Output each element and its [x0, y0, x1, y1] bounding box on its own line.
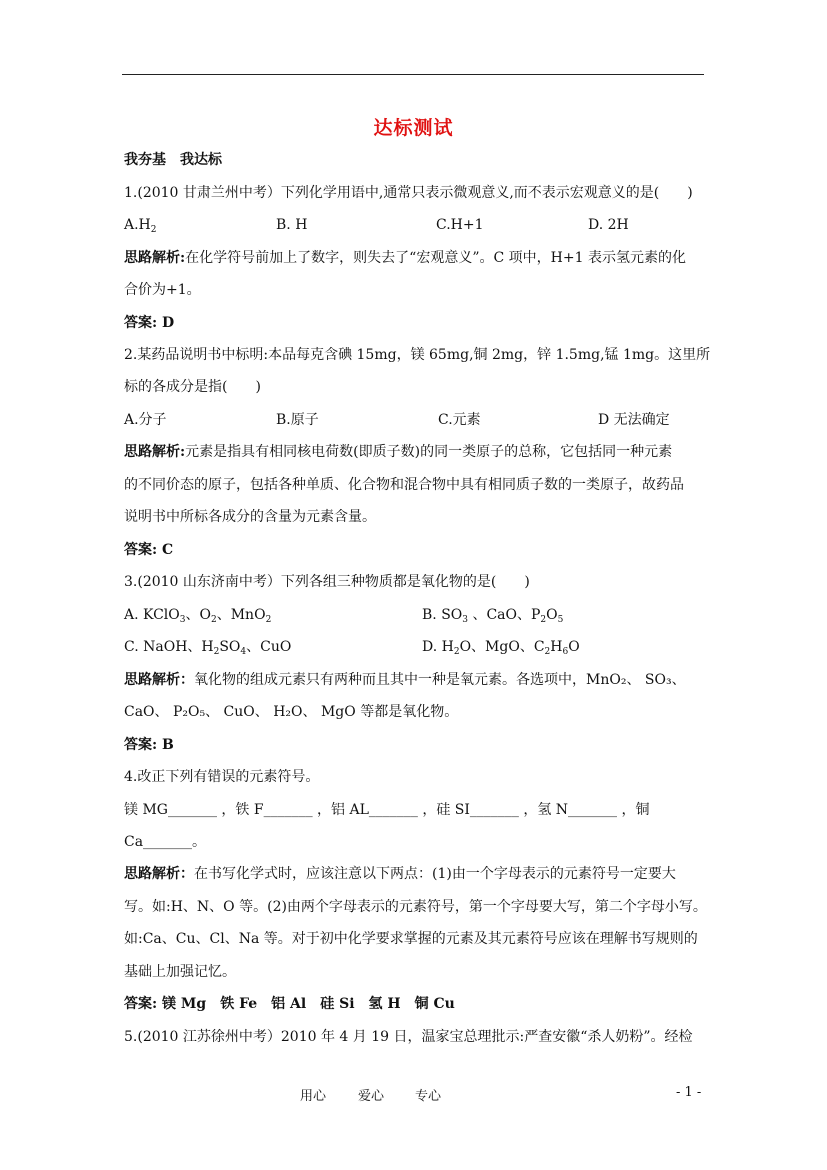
q2-option-d: D 无法确定 [598, 412, 670, 428]
footer-motto-3: 专心 [415, 1089, 442, 1104]
q4-blanks: 镁 MG_______ ，铁 F_______ ，铝 AL_______ ，硅 SI_______ ，氢 N_______ ，铜 [124, 802, 650, 818]
q2-option-b: B.原子 [276, 412, 319, 428]
section-heading: 我夯基 我达标 [124, 152, 222, 168]
q2-analysis-cont: 的不同价态的原子，包括各种单质、化合物和混合物中具有相同质子数的一类原子，故药品 [124, 477, 684, 493]
q2-analysis: 思路解析:元素是指具有相同核电荷数(即质子数)的同一类原子的总称，它包括同一种元素 [124, 444, 673, 460]
q1-analysis-cont: 合价为+1。 [124, 282, 201, 298]
q3-answer: 答案: B [124, 737, 174, 753]
q3-option-d: D. $H_2O$、MgO、$C_2H_6O$ [422, 639, 580, 657]
q4-analysis: 思路解析：在书写化学式时，应该注意以下两点：(1)由一个字母表示的元素符号一定要大 [124, 866, 676, 882]
q3-option-c: C. NaOH、$H_2SO_4$、CuO [124, 639, 292, 657]
page-number: - 1 - [676, 1085, 702, 1100]
q1-option-d: D. 2H [588, 217, 629, 233]
q5-stem: 5.(2010 江苏徐州中考）2010 年 4 月 19 日，温家宝总理批示:严查安徽“杀人奶粉”。经检 [124, 1029, 693, 1045]
q3-option-b: B. $SO_3$ 、CaO、$P_2O_5$ [422, 607, 564, 625]
q4-analysis-cont: 如:Ca、Cu、Cl、Na 等。对于初中化学要求掌握的元素及其元素符号应该在理解书写规则的 [124, 931, 698, 947]
q4-blanks-cont: Ca_______。 [124, 834, 207, 850]
q3-option-a: A. KClO$_3$、$O_2$、MnO$_2$ [124, 607, 272, 625]
q4-stem: 4.改正下列有错误的元素符号。 [124, 769, 320, 785]
q1-analysis: 思路解析:在化学符号前加上了数字，则失去了“宏观意义”。C 项中，H+1 表示氢元素的化 [124, 250, 686, 266]
q1-answer: 答案: D [124, 315, 175, 331]
q2-option-c: C.元素 [438, 412, 481, 428]
q3-stem: 3.(2010 山东济南中考）下列各组三种物质都是氧化物的是( ) [124, 574, 530, 590]
q3-analysis-cont: CaO、 P₂O₅、 CuO、 H₂O、 MgO 等都是氧化物。 [124, 704, 459, 720]
q2-analysis-cont: 说明书中所标各成分的含量为元素含量。 [124, 509, 376, 525]
q2-option-a: A.分子 [124, 412, 167, 428]
footer-motto-2: 爱心 [358, 1089, 385, 1104]
q4-answer: 答案: 镁 Mg 铁 Fe 铝 Al 硅 Si 氢 H 铜 Cu [124, 996, 455, 1012]
q1-option-c: C.H+1 [436, 217, 484, 233]
header-rule [122, 74, 704, 75]
footer-motto-1: 用心 [300, 1089, 327, 1104]
q1-option-b: B. H [276, 217, 308, 233]
q1-option-a: $A.H_2$ [124, 217, 157, 235]
q2-stem: 2.某药品说明书中标明:本品每克含碘 15mg，镁 65mg,铜 2mg，锌 1.5mg,锰 1mg。这里所 [124, 347, 711, 363]
page-title: 达标测试 [373, 117, 454, 139]
q2-answer: 答案: C [124, 542, 174, 558]
q2-stem-cont: 标的各成分是指( ) [124, 379, 261, 395]
q3-analysis: 思路解析：氧化物的组成元素只有两种而且其中一种是氧元素。各选项中，MnO₂、 SO₃、 [124, 672, 686, 688]
q4-analysis-cont: 写。如:H、N、O 等。(2)由两个字母表示的元素符号，第一个字母要大写，第二个字母小写。 [124, 899, 707, 915]
q1-stem: 1.(2010 甘肃兰州中考）下列化学用语中,通常只表示微观意义,而不表示宏观意义的是( ) [124, 185, 693, 201]
q4-analysis-cont: 基础上加强记忆。 [124, 964, 236, 980]
